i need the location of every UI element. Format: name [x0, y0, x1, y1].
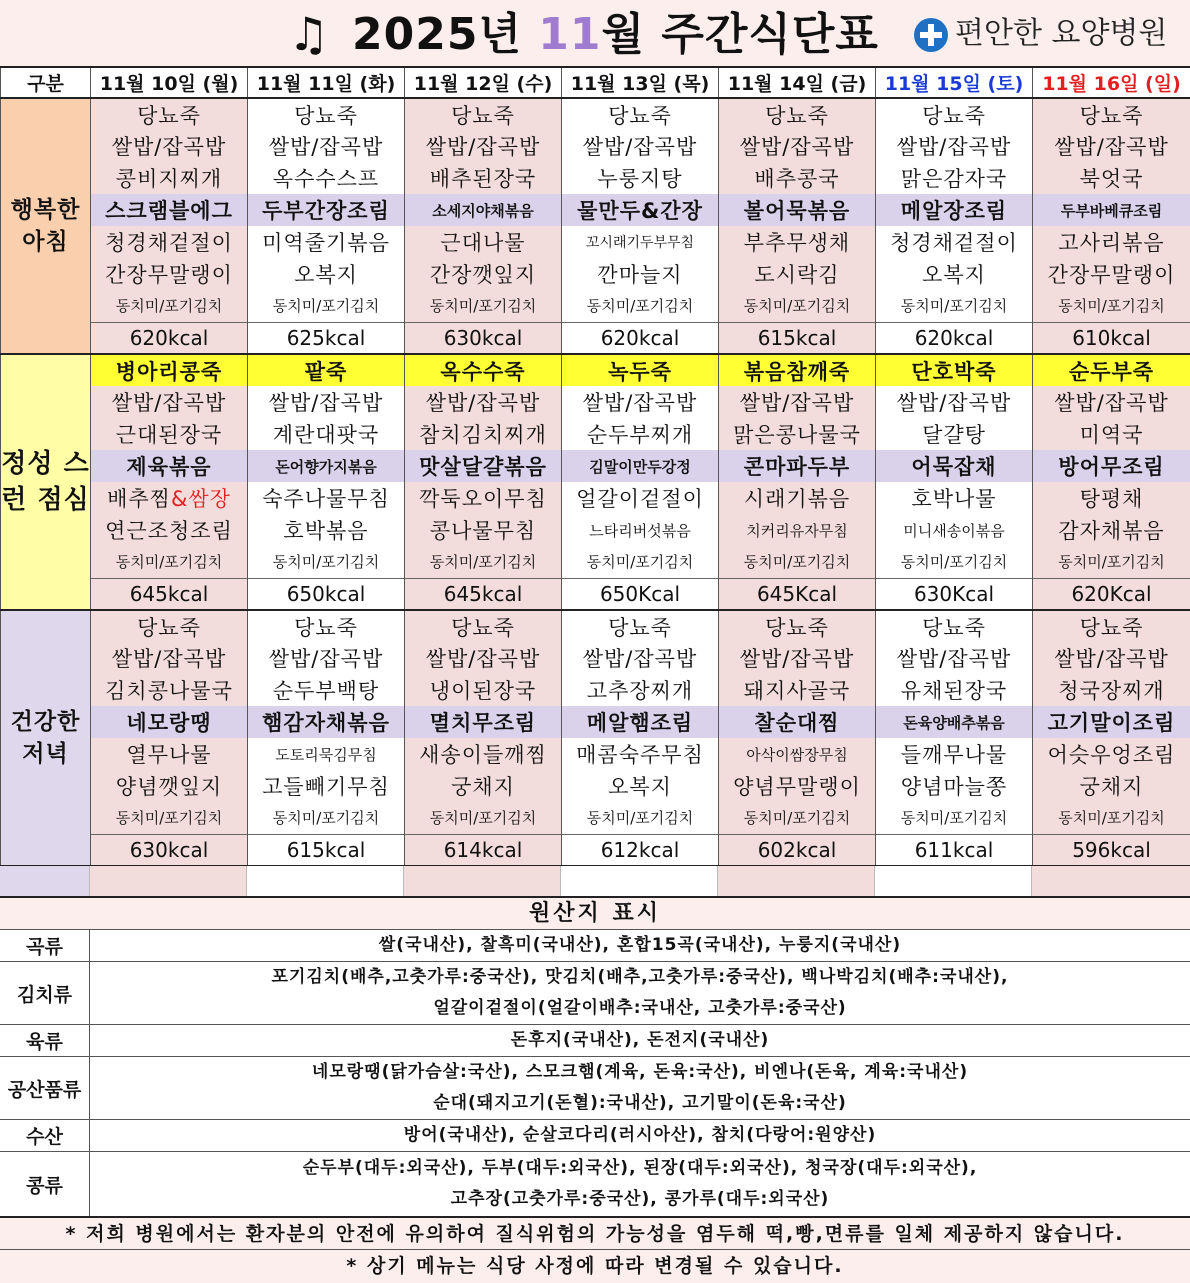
day-header: 11월 13일 (목)	[562, 68, 719, 98]
menu-item: 쌀밥/잡곡밥	[248, 130, 405, 162]
menu-item: 돈어향가지볶음	[248, 450, 405, 482]
kcal-value: 630kcal	[91, 834, 248, 866]
spacer-row	[0, 866, 1190, 898]
menu-item: 쌀밥/잡곡밥	[405, 130, 562, 162]
kcal-value: 645Kcal	[719, 578, 876, 610]
menu-item: 미니새송이볶음	[876, 514, 1033, 546]
menu-item: 순두부백탕	[248, 674, 405, 706]
spacer-cell	[875, 866, 1032, 896]
menu-item-extra: &쌈장	[170, 487, 231, 511]
kcal-value: 620kcal	[91, 322, 248, 354]
menu-item: 느타리버섯볶음	[562, 514, 719, 546]
kcal-value: 630kcal	[405, 322, 562, 354]
menu-item: 제육볶음	[91, 450, 248, 482]
menu-item: 동치미/포기김치	[562, 546, 719, 578]
lunch-kcal-row	[1, 578, 1190, 610]
menu-item: 쌀밥/잡곡밥	[719, 642, 876, 674]
menu-item: 근대된장국	[91, 418, 248, 450]
music-note-icon: ♫	[288, 7, 330, 61]
menu-item: 오복지	[248, 258, 405, 290]
change-notice: * 상기 메뉴는 식당 사정에 따라 변경될 수 있습니다.	[0, 1250, 1190, 1283]
menu-item: 미역줄기볶음	[248, 226, 405, 258]
breakfast-menu-row	[1, 226, 1190, 258]
menu-item: 동치미/포기김치	[1033, 802, 1190, 834]
menu-item: 쌀밥/잡곡밥	[562, 386, 719, 418]
menu-item: 볼어묵볶음	[719, 194, 876, 226]
menu-item: 고사리볶음	[1033, 226, 1190, 258]
menu-body	[1, 98, 1190, 866]
menu-item: 깍둑오이무침	[405, 482, 562, 514]
menu-item: 냉이된장국	[405, 674, 562, 706]
dinner-menu-row	[1, 738, 1190, 770]
kcal-value: 630Kcal	[876, 578, 1033, 610]
kcal-value: 602kcal	[719, 834, 876, 866]
origin-line: 고추장(고춧가루:중국산), 콩가루(대두:외국산)	[450, 1189, 830, 1209]
menu-item: 메알장조림	[876, 194, 1033, 226]
menu-item: 도시락김	[719, 258, 876, 290]
menu-item: 쌀밥/잡곡밥	[876, 642, 1033, 674]
menu-item: 배추된장국	[405, 162, 562, 194]
menu-item: 쌀밥/잡곡밥	[91, 642, 248, 674]
menu-item: 탕평채	[1033, 482, 1190, 514]
menu-item: 시래기볶음	[719, 482, 876, 514]
origin-row-processed	[0, 1057, 1190, 1120]
menu-item: 참치김치찌개	[405, 418, 562, 450]
menu-item: 열무나물	[91, 738, 248, 770]
kcal-value: 645kcal	[405, 578, 562, 610]
menu-item: 당뇨죽	[91, 610, 248, 642]
menu-item: 소세지야채볶음	[405, 194, 562, 226]
menu-item: 단호박죽	[876, 354, 1033, 386]
origin-line: 돈후지(국내산), 돈전지(국내산)	[510, 1030, 770, 1050]
menu-item: 쌀밥/잡곡밥	[91, 130, 248, 162]
kcal-value: 612kcal	[562, 834, 719, 866]
menu-item: 쌀밥/잡곡밥	[248, 642, 405, 674]
menu-item: 오복지	[562, 770, 719, 802]
menu-item: 청경채겉절이	[91, 226, 248, 258]
menu-item: 쌀밥/잡곡밥	[876, 130, 1033, 162]
menu-item: 찰순대찜	[719, 706, 876, 738]
menu-item: 동치미/포기김치	[91, 802, 248, 834]
origin-value	[90, 1152, 1190, 1216]
menu-item: 콩비지찌개	[91, 162, 248, 194]
menu-item: 옥수수죽	[405, 354, 562, 386]
dinner-menu-row	[1, 802, 1190, 834]
origin-label: 공산품류	[0, 1057, 90, 1119]
menu-item: 부추무생채	[719, 226, 876, 258]
title-month: 11	[538, 9, 602, 60]
menu-item: 메알햄조림	[562, 706, 719, 738]
breakfast-label: 행복한 아침	[1, 98, 91, 354]
lunch-menu-row	[1, 450, 1190, 482]
menu-item: 당뇨죽	[405, 610, 562, 642]
menu-item: 동치미/포기김치	[405, 546, 562, 578]
dinner-menu-row	[1, 610, 1190, 642]
menu-item: 쌀밥/잡곡밥	[1033, 386, 1190, 418]
page-title: 2025년 11월 주간식단표	[352, 9, 879, 60]
dinner-menu-row	[1, 674, 1190, 706]
origin-line: 포기김치(배추,고춧가루:중국산), 맛김치(배추,고춧가루:중국산), 백나박김치(배추:국내산),	[271, 967, 1009, 987]
kcal-value: 610kcal	[1033, 322, 1190, 354]
kcal-value: 611kcal	[876, 834, 1033, 866]
menu-item: 당뇨죽	[91, 98, 248, 130]
menu-item	[91, 482, 248, 514]
kcal-value: 615kcal	[719, 322, 876, 354]
menu-item: 순두부찌개	[562, 418, 719, 450]
breakfast-menu-row	[1, 130, 1190, 162]
menu-item: 꼬시래기두부무침	[562, 226, 719, 258]
menu-item: 양념무말랭이	[719, 770, 876, 802]
weekly-menu-table	[0, 68, 1190, 867]
menu-item: 매콤숙주무침	[562, 738, 719, 770]
menu-item: 궁채지	[1033, 770, 1190, 802]
menu-item: 순두부죽	[1033, 354, 1190, 386]
menu-item: 당뇨죽	[719, 98, 876, 130]
menu-item: 쌀밥/잡곡밥	[719, 130, 876, 162]
menu-item: 감자채볶음	[1033, 514, 1190, 546]
origin-section	[0, 898, 1190, 1216]
menu-item: 동치미/포기김치	[719, 802, 876, 834]
menu-item: 멸치무조림	[405, 706, 562, 738]
medical-cross-icon	[914, 18, 948, 52]
kcal-value: 620Kcal	[1033, 578, 1190, 610]
menu-item: 쌀밥/잡곡밥	[1033, 130, 1190, 162]
menu-item: 도토리묵김무침	[248, 738, 405, 770]
menu-item: 북엇국	[1033, 162, 1190, 194]
origin-row-meat	[0, 1025, 1190, 1057]
hospital-name: 편안한 요양병원	[955, 16, 1168, 51]
menu-item: 동치미/포기김치	[876, 546, 1033, 578]
origin-line: 방어(국내산), 순살코다리(러시아산), 참치(다랑어:원양산)	[403, 1125, 877, 1145]
menu-item: 동치미/포기김치	[405, 802, 562, 834]
lunch-menu-row	[1, 514, 1190, 546]
menu-item: 근대나물	[405, 226, 562, 258]
spacer-cell	[0, 866, 90, 896]
breakfast-menu-row	[1, 290, 1190, 322]
origin-title: 원산지 표시	[0, 898, 1190, 930]
safety-notice: * 저희 병원에서는 환자분의 안전에 유의하여 질식위험의 가능성을 염두해 떡,빵,면류를 일체 제공하지 않습니다.	[0, 1216, 1190, 1250]
lunch-menu-row	[1, 482, 1190, 514]
menu-item: 쌀밥/잡곡밥	[1033, 642, 1190, 674]
origin-row-grains	[0, 930, 1190, 962]
menu-item: 고기말이조림	[1033, 706, 1190, 738]
menu-item: 동치미/포기김치	[719, 290, 876, 322]
origin-value	[90, 1025, 1190, 1056]
breakfast-menu-row	[1, 194, 1190, 226]
menu-item: 쌀밥/잡곡밥	[562, 130, 719, 162]
menu-item: 고들빼기무침	[248, 770, 405, 802]
menu-item: 동치미/포기김치	[562, 802, 719, 834]
menu-item: 김치콩나물국	[91, 674, 248, 706]
menu-item: 양념마늘쫑	[876, 770, 1033, 802]
dinner-menu-row	[1, 706, 1190, 738]
menu-item: 동치미/포기김치	[562, 290, 719, 322]
spacer-cell	[404, 866, 561, 896]
kcal-value: 650Kcal	[562, 578, 719, 610]
origin-label: 콩류	[0, 1152, 90, 1216]
origin-value	[90, 1057, 1190, 1119]
menu-item: 쌀밥/잡곡밥	[91, 386, 248, 418]
menu-item: 청국장찌개	[1033, 674, 1190, 706]
menu-item: 계란대팟국	[248, 418, 405, 450]
origin-line: 네모랑땡(닭가슴살:국산), 스모크햄(계육, 돈육:국산), 비엔나(돈육, 계육:국내산)	[311, 1062, 969, 1082]
dinner-kcal-row	[1, 834, 1190, 866]
origin-label: 곡류	[0, 930, 90, 961]
menu-item: 간장무말랭이	[1033, 258, 1190, 290]
origin-line: 얼갈이겉절이(얼갈이배추:국내산, 고춧가루:중국산)	[433, 998, 847, 1018]
menu-item: 맑은감자국	[876, 162, 1033, 194]
menu-item: 당뇨죽	[1033, 98, 1190, 130]
menu-item: 유채된장국	[876, 674, 1033, 706]
menu-item: 햄감자채볶음	[248, 706, 405, 738]
menu-item: 쌀밥/잡곡밥	[405, 386, 562, 418]
menu-item: 동치미/포기김치	[1033, 290, 1190, 322]
menu-item: 누룽지탕	[562, 162, 719, 194]
origin-row-kimchi	[0, 962, 1190, 1025]
menu-item: 당뇨죽	[719, 610, 876, 642]
menu-item: 콘마파두부	[719, 450, 876, 482]
menu-item: 깐마늘지	[562, 258, 719, 290]
day-header: 11월 12일 (수)	[405, 68, 562, 98]
kcal-value: 645kcal	[91, 578, 248, 610]
menu-item: 동치미/포기김치	[248, 802, 405, 834]
menu-item: 들깨무나물	[876, 738, 1033, 770]
day-header: 11월 11일 (화)	[248, 68, 405, 98]
origin-row-beans	[0, 1152, 1190, 1216]
menu-item: 당뇨죽	[248, 610, 405, 642]
menu-item: 당뇨죽	[1033, 610, 1190, 642]
menu-item: 동치미/포기김치	[91, 290, 248, 322]
origin-row-seafood	[0, 1120, 1190, 1152]
day-header-sunday: 11월 16일 (일)	[1033, 68, 1190, 98]
menu-item: 숙주나물무침	[248, 482, 405, 514]
menu-item: 맛살달걀볶음	[405, 450, 562, 482]
breakfast-menu-row	[1, 98, 1190, 130]
kcal-value: 614kcal	[405, 834, 562, 866]
origin-label: 수산	[0, 1120, 90, 1151]
spacer-cell	[561, 866, 718, 896]
menu-item: 얼갈이겉절이	[562, 482, 719, 514]
spacer-cell	[1032, 866, 1190, 896]
menu-item: 돈육양배추볶음	[876, 706, 1033, 738]
menu-item: 치커리유자무침	[719, 514, 876, 546]
kcal-value: 625kcal	[248, 322, 405, 354]
spacer-cell	[718, 866, 875, 896]
menu-item: 궁채지	[405, 770, 562, 802]
dinner-menu-row	[1, 770, 1190, 802]
menu-item: 팥죽	[248, 354, 405, 386]
menu-item: 김말이만두강정	[562, 450, 719, 482]
menu-item: 동치미/포기김치	[91, 546, 248, 578]
menu-item: 오복지	[876, 258, 1033, 290]
breakfast-kcal-row	[1, 322, 1190, 354]
menu-item: 쌀밥/잡곡밥	[562, 642, 719, 674]
menu-item: 녹두죽	[562, 354, 719, 386]
menu-item: 쌀밥/잡곡밥	[405, 642, 562, 674]
menu-item: 아삭이쌈장무침	[719, 738, 876, 770]
category-header: 구분	[1, 68, 91, 98]
menu-item-text: 배추찜	[107, 487, 171, 511]
origin-line: 쌀(국내산), 찰흑미(국내산), 혼합15곡(국내산), 누룽지(국내산)	[378, 935, 902, 955]
menu-item: 동치미/포기김치	[876, 802, 1033, 834]
menu-item: 당뇨죽	[248, 98, 405, 130]
menu-item: 콩나물무침	[405, 514, 562, 546]
day-header: 11월 14일 (금)	[719, 68, 876, 98]
menu-item: 당뇨죽	[562, 610, 719, 642]
menu-item: 네모랑땡	[91, 706, 248, 738]
menu-item: 연근조청조림	[91, 514, 248, 546]
menu-item: 배추콩국	[719, 162, 876, 194]
kcal-value: 615kcal	[248, 834, 405, 866]
menu-item: 호박나물	[876, 482, 1033, 514]
lunch-menu-row	[1, 354, 1190, 386]
menu-item: 볶음참깨죽	[719, 354, 876, 386]
menu-item: 미역국	[1033, 418, 1190, 450]
dinner-label: 건강한 저녁	[1, 610, 91, 866]
menu-item: 맑은콩나물국	[719, 418, 876, 450]
menu-item: 동치미/포기김치	[1033, 546, 1190, 578]
spacer-cell	[90, 866, 247, 896]
menu-item: 동치미/포기김치	[405, 290, 562, 322]
menu-item: 고추장찌개	[562, 674, 719, 706]
menu-item: 방어무조림	[1033, 450, 1190, 482]
origin-line: 순대(돼지고기(돈혈):국내산), 고기말이(돈육:국산)	[433, 1093, 847, 1113]
kcal-value: 620kcal	[876, 322, 1033, 354]
menu-item: 간장무말랭이	[91, 258, 248, 290]
menu-item: 동치미/포기김치	[719, 546, 876, 578]
menu-item: 두부바베큐조림	[1033, 194, 1190, 226]
origin-value	[90, 962, 1190, 1024]
kcal-value: 620kcal	[562, 322, 719, 354]
menu-item: 양념깻잎지	[91, 770, 248, 802]
title-bar	[0, 0, 1190, 68]
origin-line: 순두부(대두:외국산), 두부(대두:외국산), 된장(대두:외국산), 청국장(대두:외국산),	[302, 1158, 978, 1178]
menu-item: 어슷우엉조림	[1033, 738, 1190, 770]
day-header: 11월 10일 (월)	[91, 68, 248, 98]
menu-item: 동치미/포기김치	[248, 546, 405, 578]
menu-item: 새송이들깨찜	[405, 738, 562, 770]
origin-label: 김치류	[0, 962, 90, 1024]
breakfast-menu-row	[1, 162, 1190, 194]
lunch-menu-row	[1, 386, 1190, 418]
menu-item: 당뇨죽	[876, 98, 1033, 130]
menu-item: 두부간장조림	[248, 194, 405, 226]
menu-item: 동치미/포기김치	[876, 290, 1033, 322]
menu-item: 청경채겉절이	[876, 226, 1033, 258]
lunch-label: 정성 스런 점심	[1, 354, 91, 610]
menu-item: 당뇨죽	[405, 98, 562, 130]
menu-item: 돼지사골국	[719, 674, 876, 706]
header-row	[1, 68, 1190, 98]
menu-item: 쌀밥/잡곡밥	[248, 386, 405, 418]
menu-item: 당뇨죽	[562, 98, 719, 130]
menu-item: 동치미/포기김치	[248, 290, 405, 322]
origin-label: 육류	[0, 1025, 90, 1056]
menu-item: 물만두&간장	[562, 194, 719, 226]
menu-item: 어묵잡채	[876, 450, 1033, 482]
menu-item: 달걀탕	[876, 418, 1033, 450]
menu-item: 호박볶음	[248, 514, 405, 546]
menu-item: 쌀밥/잡곡밥	[719, 386, 876, 418]
menu-item: 쌀밥/잡곡밥	[876, 386, 1033, 418]
origin-value	[90, 1120, 1190, 1151]
kcal-value: 650kcal	[248, 578, 405, 610]
spacer-cell	[247, 866, 404, 896]
menu-item: 간장깻잎지	[405, 258, 562, 290]
kcal-value: 596kcal	[1033, 834, 1190, 866]
menu-item: 옥수수스프	[248, 162, 405, 194]
lunch-menu-row	[1, 418, 1190, 450]
lunch-menu-row	[1, 546, 1190, 578]
dinner-menu-row	[1, 642, 1190, 674]
menu-item: 당뇨죽	[876, 610, 1033, 642]
breakfast-menu-row	[1, 258, 1190, 290]
menu-item: 스크램블에그	[91, 194, 248, 226]
origin-value	[90, 930, 1190, 961]
menu-item: 병아리콩죽	[91, 354, 248, 386]
day-header-saturday: 11월 15일 (토)	[876, 68, 1033, 98]
